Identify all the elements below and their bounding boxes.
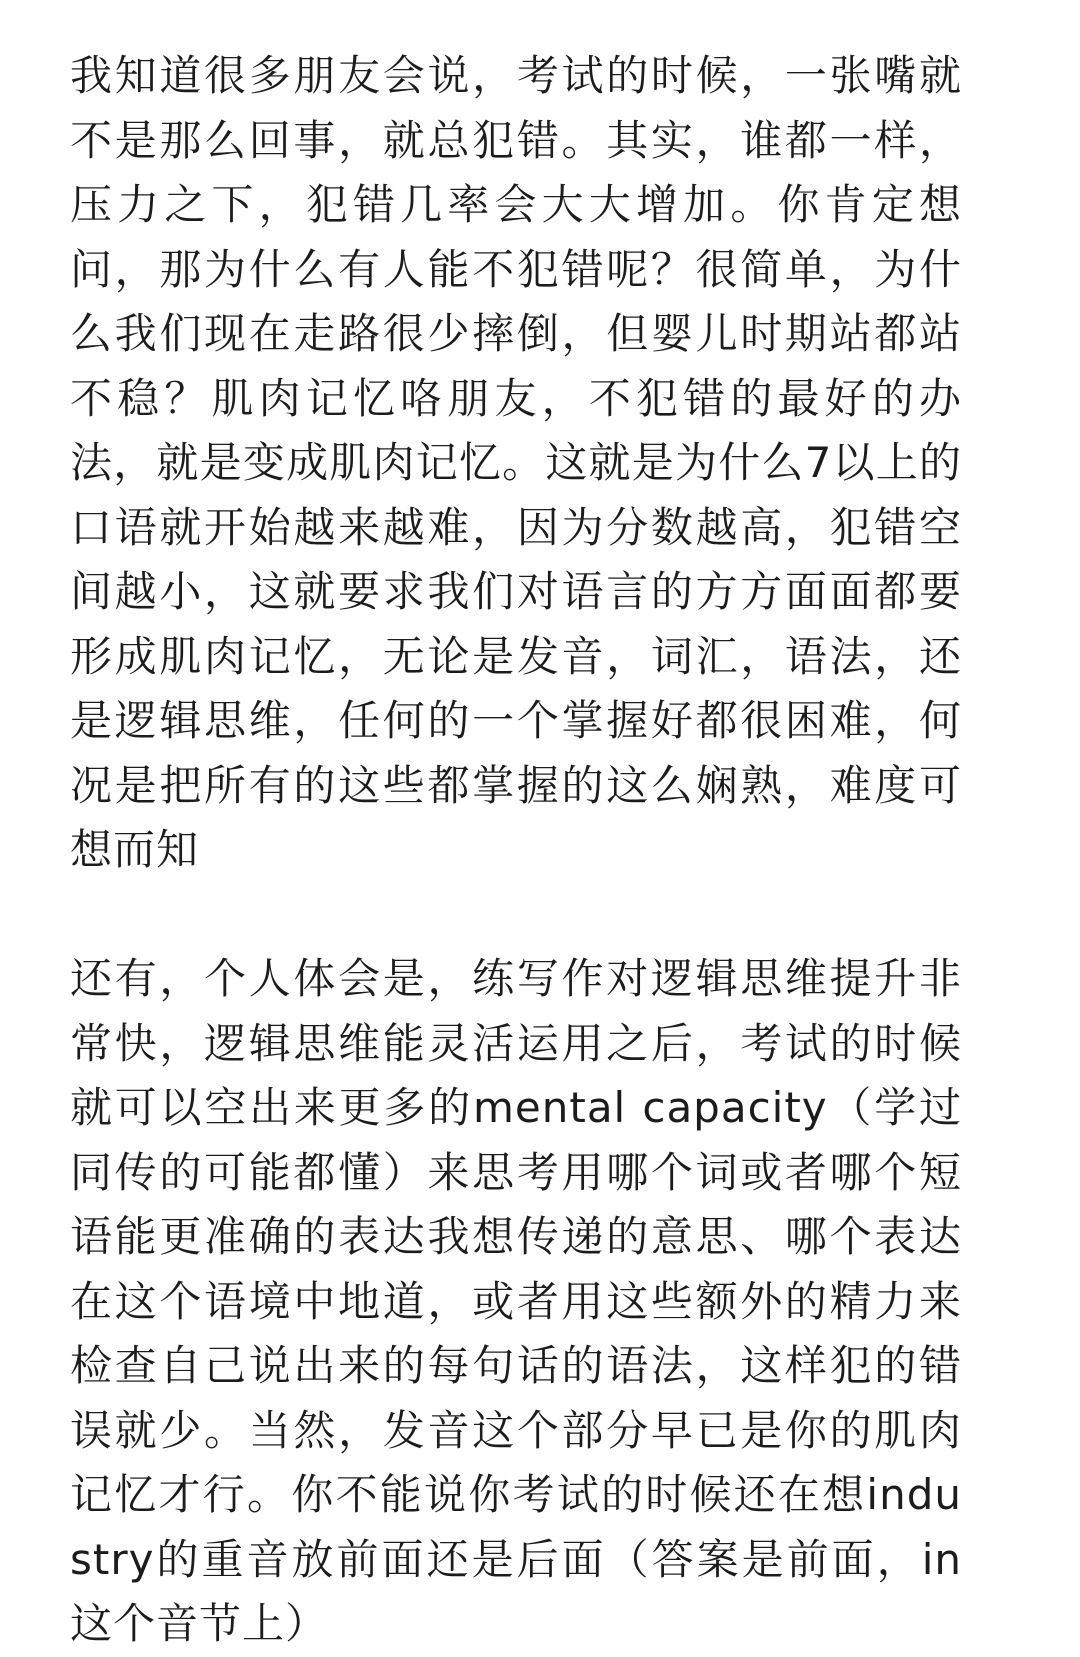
paragraph-logical-thinking: 还有，个人体会是，练写作对逻辑思维提升非常快，逻辑思维能灵活运用之后，考试的时候就可以空出来更多的mental capacity（学过同传的可能都懂）来思考用哪个词或者哪个短语能更准确的表达我想传递的意思、哪个表达在这个语境中地道，或者用这些额外的精力来检查自己说出来的每句话的语法，这样犯的错误就少。当然，发音这个部分早已是你的肌肉记忆才行。你不能说你考试的时候还在想industry的重音放前面还是后面（答案是前面，in这个音节上） <box>70 954 962 1648</box>
paragraph-muscle-memory: 我知道很多朋友会说，考试的时候，一张嘴就不是那么回事，就总犯错。其实，谁都一样，压力之下，犯错几率会大大增加。你肯定想问，那为什么有人能不犯错呢？很简单，为什么我们现在走路很少摔倒，但婴儿时期站都站不稳？肌肉记忆咯朋友，不犯错的最好的办法，就是变成肌肉记忆。这就是为什么7以上的口语就开始越来越难，因为分数越高，犯错空间越小，这就要求我们对语言的方方面面都要形成肌肉记忆，无论是发音，词汇，语法，还是逻辑思维，任何的一个掌握好都很困难，何况是把所有的这些都掌握的这么娴熟，难度可想而知 <box>70 51 962 874</box>
article-body <box>70 44 962 1657</box>
